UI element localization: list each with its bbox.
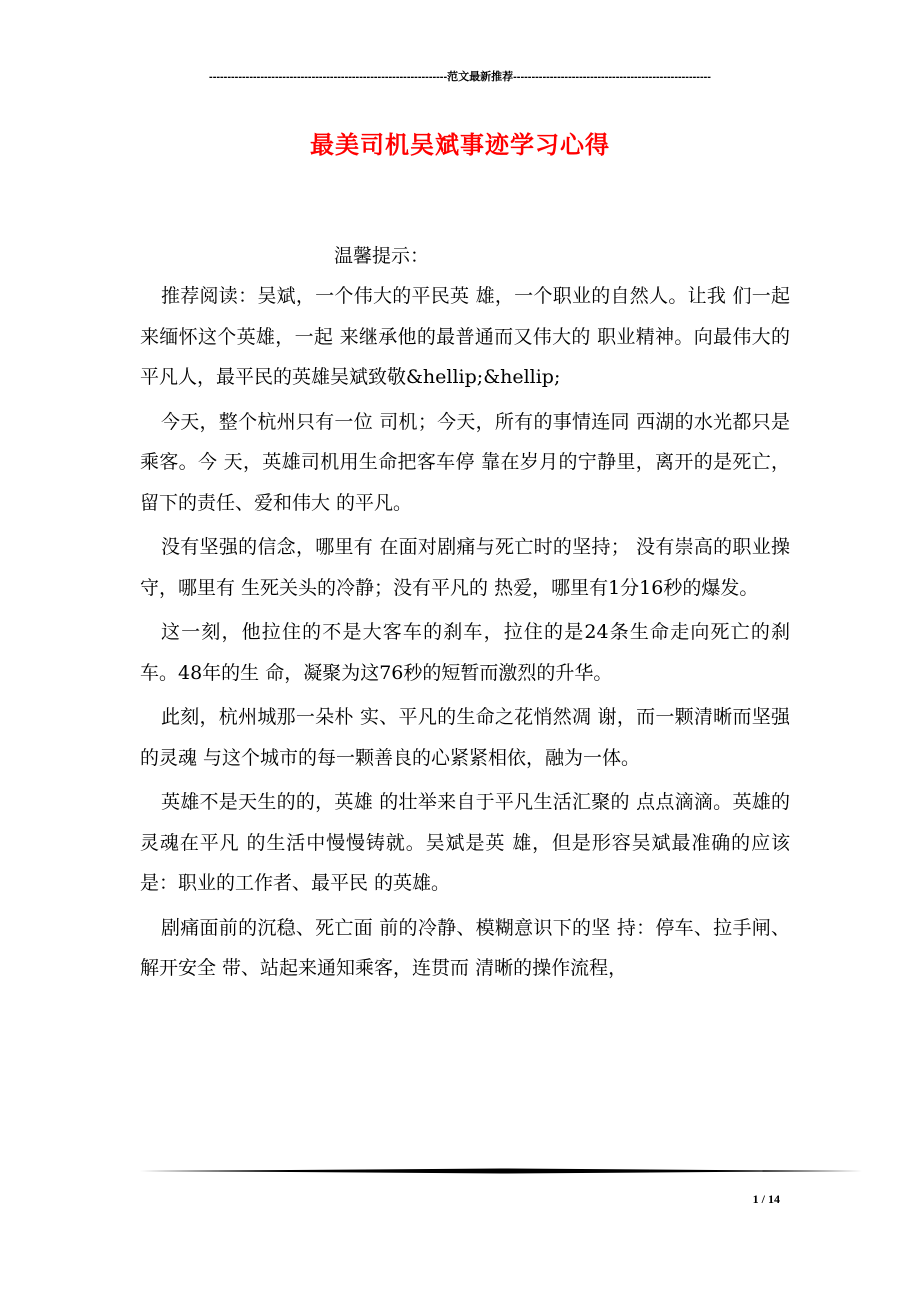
paragraph: 英雄不是天生的的，英雄 的壮举来自于平凡生活汇聚的 点点滴滴。英雄的灵魂在平凡 的生活中慢慢铸就。吴斌是英 雄，但是形容吴斌最准确的应该是：职业的工作者、最平民 的英雄。: [140, 791, 790, 894]
paragraph: 推荐阅读：吴斌，一个伟大的平民英 雄，一个职业的自然人。让我 们一起来缅怀这个英雄，一起 来继承他的最普通而又伟大的 职业精神。向最伟大的平凡人，最平民的英雄吴斌致敬&hellip;&hellip;: [140, 285, 790, 388]
page-number: 1 / 14: [752, 1192, 780, 1206]
tip-heading: 温馨提示：: [334, 245, 430, 267]
paragraph: 没有坚强的信念，哪里有 在面对剧痛与死亡时的坚持； 没有崇高的职业操守，哪里有 生死关头的冷静；没有平凡的 热爱，哪里有1分16秒的爆发。: [140, 536, 790, 599]
paragraph: 剧痛面前的沉稳、死亡面 前的冷静、模糊意识下的坚 持：停车、拉手闸、解开安全 带、站起来通知乘客，连贯而 清晰的操作流程，: [140, 916, 790, 979]
page-header: [0, 68, 920, 84]
footer-divider: [140, 1168, 862, 1174]
header-label: 范文最新推荐: [447, 71, 514, 83]
paragraph: 今天，整个杭州只有一位 司机；今天，所有的事情连同 西湖的水光都只是乘客。今 天，英雄司机用生命把客车停 靠在岁月的宁静里，离开的是死亡，留下的责任、爱和伟大 的平凡。: [140, 410, 790, 514]
header-dashes-right: ------------------------------------------------------: [513, 71, 711, 83]
header-dashes-left: -----------------------------------------------------------------: [209, 71, 448, 83]
document-body: [140, 236, 790, 989]
paragraph: 这一刻，他拉住的不是大客车的刹车，拉住的是24条生命走向死亡的刹车。48年的生 命，凝聚为这76秒的短暂而激烈的升华。: [140, 621, 790, 684]
document-title: 最美司机吴斌事迹学习心得: [310, 130, 610, 159]
paragraph: 此刻，杭州城那一朵朴 实、平凡的生命之花悄然凋 谢，而一颗清晰而坚强的灵魂 与这个城市的每一颗善良的心紧紧相依，融为一体。: [140, 706, 790, 769]
